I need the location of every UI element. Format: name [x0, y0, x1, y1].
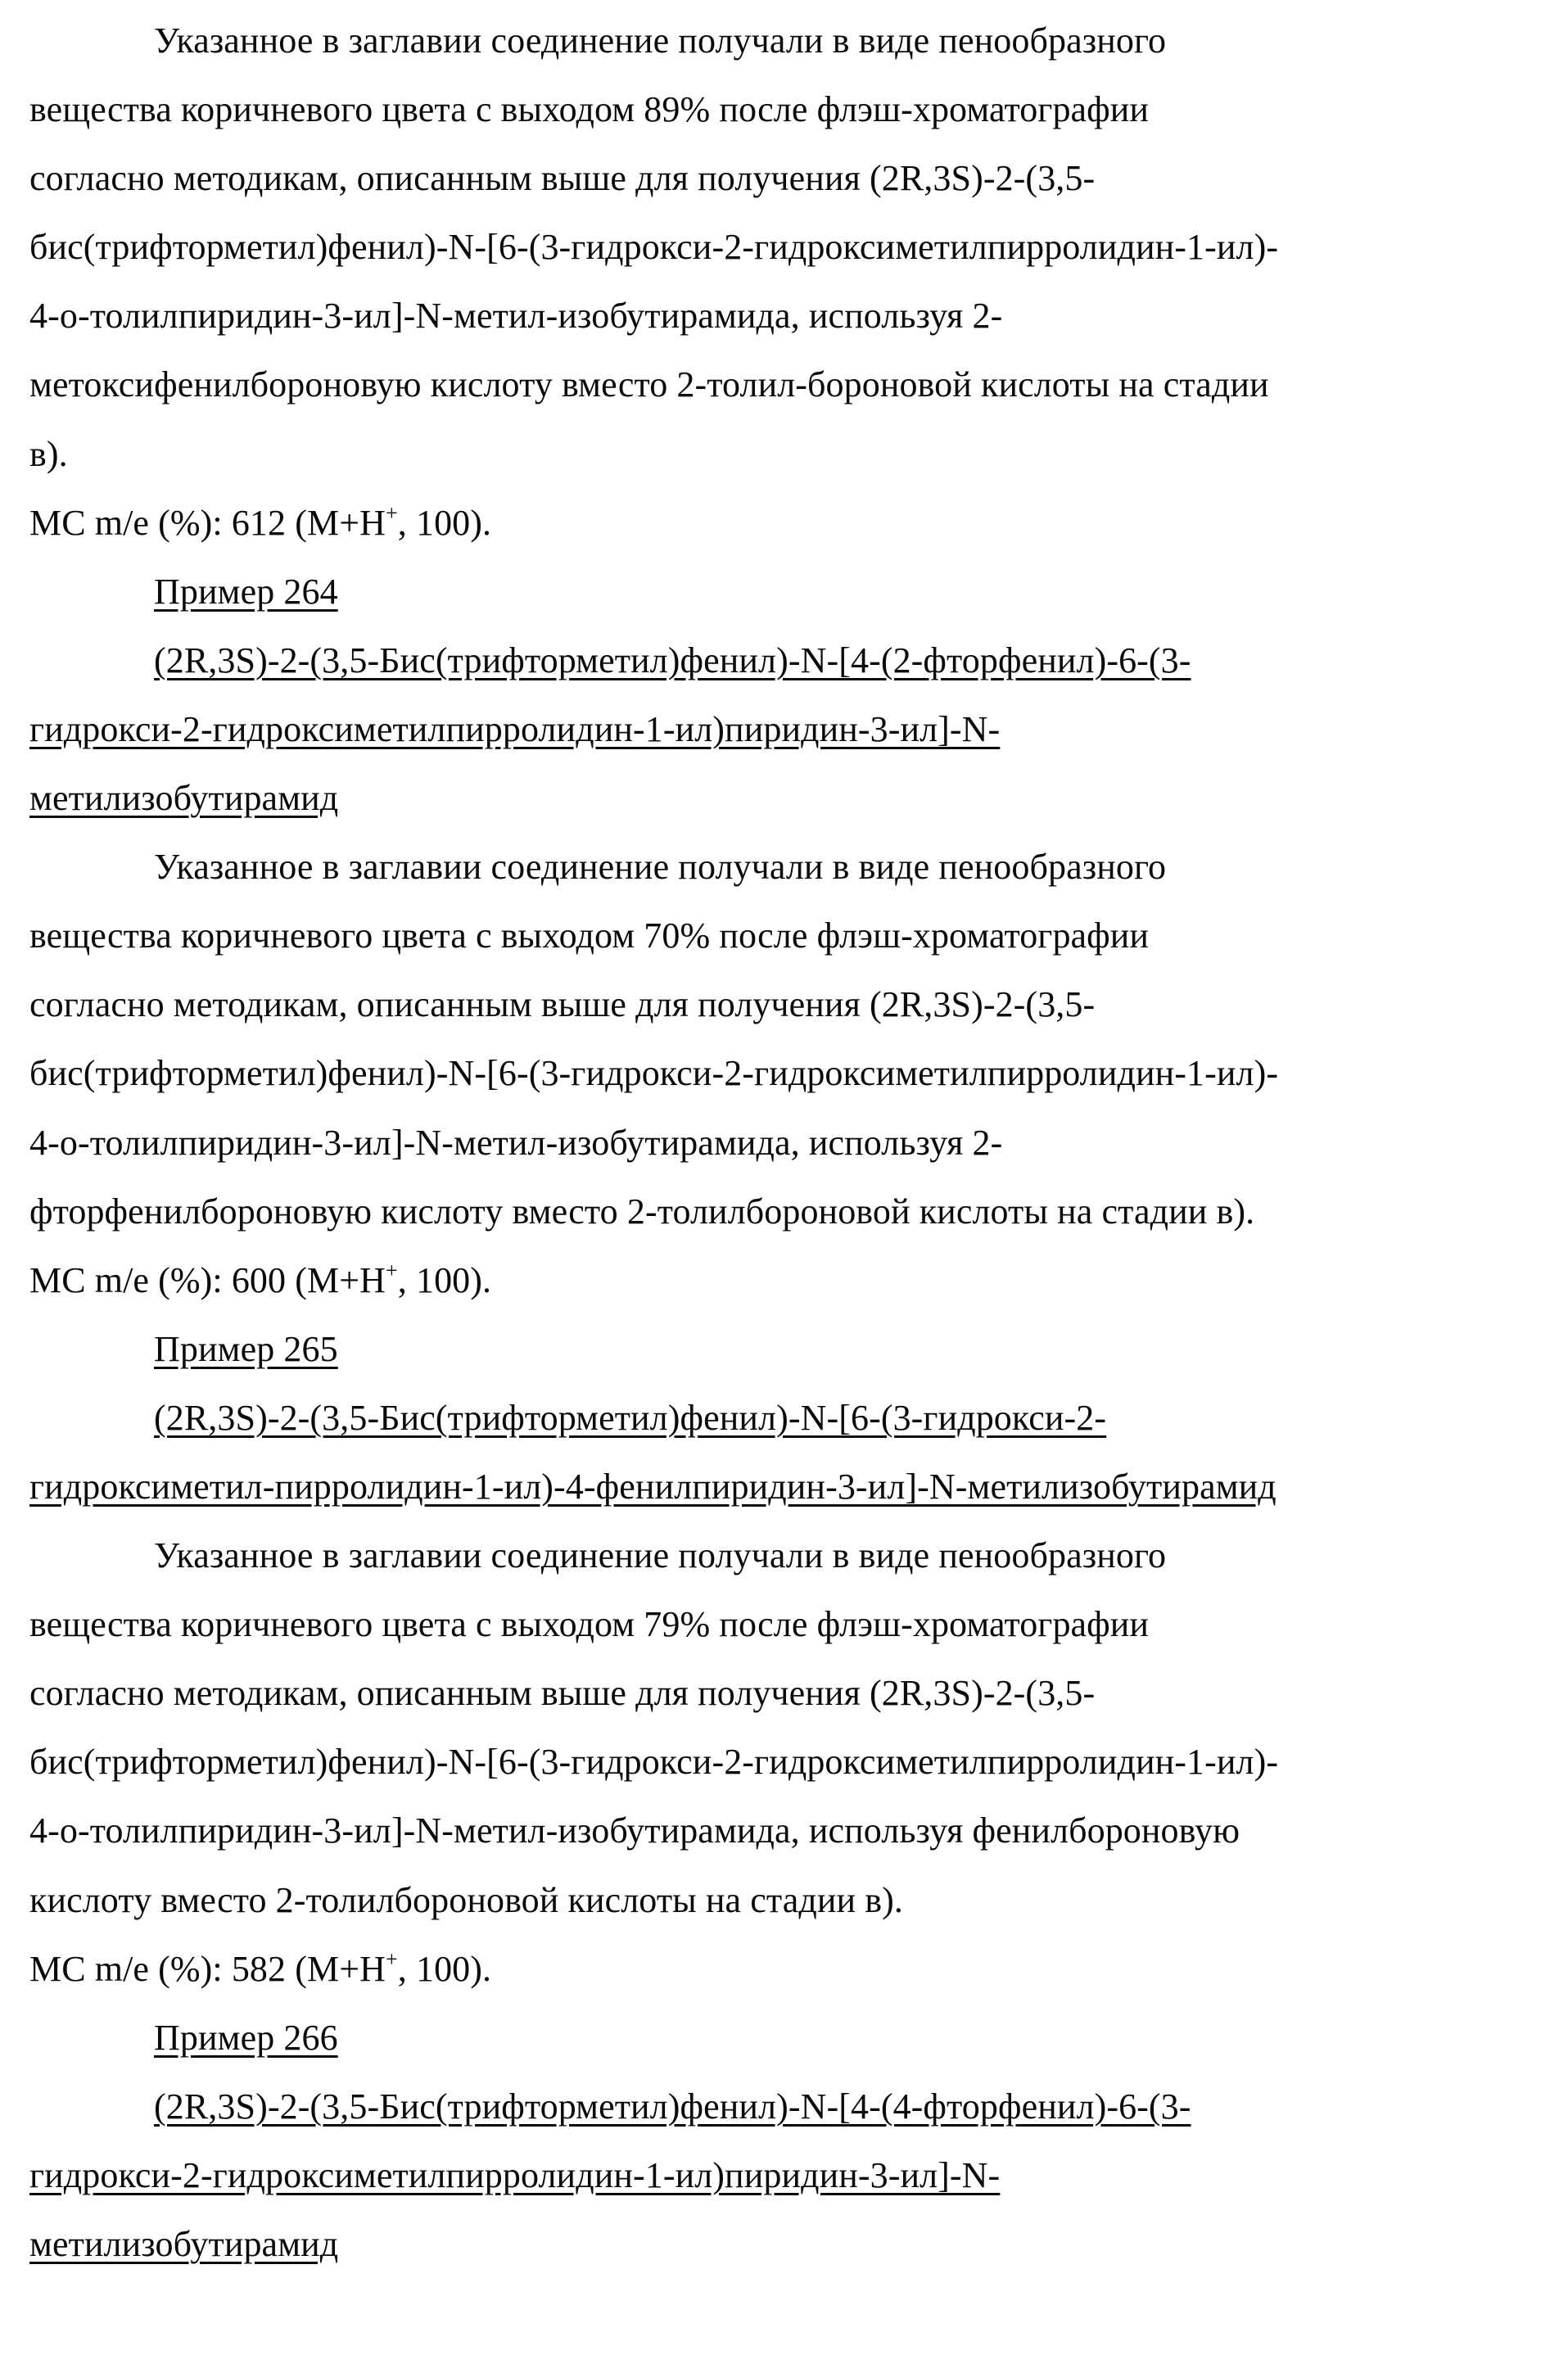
compound-title-text: (2R,3S)-2-(3,5-Бис(трифторметил)фенил)-N-[4-(2-фторфенил)-6-(3-: [154, 640, 1191, 680]
paragraph-line: метоксифенилбороновую кислоту вместо 2-толил-бороновой кислоты на стадии: [29, 364, 1269, 405]
compound-title-text: (2R,3S)-2-(3,5-Бис(трифторметил)фенил)-N-[6-(3-гидрокси-2-: [154, 1397, 1107, 1438]
mass-spec-line: [29, 1246, 1552, 1315]
paragraph-line: в).: [29, 433, 68, 474]
ms-prefix: МС m/e (%): 582 (M+H: [29, 1948, 386, 1989]
paragraph-line: вещества коричневого цвета с выходом 79% после флэш-хроматографии: [29, 1604, 1150, 1645]
paragraph-line: согласно методикам, описанным выше для получения (2R,3S)-2-(3,5-: [29, 158, 1096, 199]
mass-spec-line: [29, 489, 1552, 558]
paragraph-line: согласно методикам, описанным выше для получения (2R,3S)-2-(3,5-: [29, 1673, 1096, 1714]
ms-suffix: , 100).: [397, 502, 492, 543]
compound-title-text: (2R,3S)-2-(3,5-Бис(трифторметил)фенил)-N-[4-(4-фторфенил)-6-(3-: [154, 2086, 1191, 2127]
paragraph-line: вещества коричневого цвета с выходом 70% после флэш-хроматографии: [29, 915, 1150, 956]
compound-title-text: метилизобутирамид: [29, 2224, 339, 2264]
compound-title-line: [29, 1384, 1552, 1453]
compound-title-line: [29, 2210, 1552, 2279]
compound-title-text: гидрокси-2-гидроксиметилпирролидин-1-ил)пиридин-3-ил]-N-: [29, 2154, 1001, 2195]
paragraph-line: Указанное в заглавии соединение получали в виде пенообразного: [154, 20, 1167, 61]
paragraph-line: вещества коричневого цвета с выходом 89% после флэш-хроматографии: [29, 89, 1150, 130]
paragraph-line: 4-о-толилпиридин-3-ил]-N-метил-изобутирамида, используя фенилбороновую: [29, 1810, 1240, 1851]
paragraph-line: бис(трифторметил)фенил)-N-[6-(3-гидрокси-2-гидроксиметилпирролидин-1-ил)-: [29, 1053, 1279, 1094]
paragraph-line: фторфенилбороновую кислоту вместо 2-толилбороновой кислоты на стадии в).: [29, 1191, 1255, 1232]
paragraph-line: Указанное в заглавии соединение получали в виде пенообразного: [154, 1535, 1167, 1576]
example-heading: [29, 558, 1552, 626]
ms-suffix: , 100).: [397, 1948, 492, 1989]
ms-suffix: , 100).: [397, 1259, 492, 1300]
example-heading-text: Пример 266: [154, 2017, 338, 2058]
paragraph-line: кислоту вместо 2-толилбороновой кислоты на стадии в).: [29, 1879, 904, 1920]
section-example-264: [29, 558, 1552, 1315]
mass-spec-line: [29, 1935, 1552, 2004]
ms-prefix: МС m/e (%): 612 (M+H: [29, 502, 386, 543]
example-heading-text: Пример 264: [154, 571, 338, 612]
section-example-265: [29, 1315, 1552, 2004]
compound-title-line: [29, 695, 1552, 764]
example-heading-text: Пример 265: [154, 1328, 338, 1369]
paragraph-line: 4-о-толилпиридин-3-ил]-N-метил-изобутирамида, используя 2-: [29, 1122, 1003, 1163]
paragraph-line: бис(трифторметил)фенил)-N-[6-(3-гидрокси-2-гидроксиметилпирролидин-1-ил)-: [29, 227, 1279, 268]
example-heading: [29, 2004, 1552, 2072]
example-heading: [29, 1315, 1552, 1384]
compound-title-text: гидроксиметил-пирролидин-1-ил)-4-фенилпиридин-3-ил]-N-метилизобутирамид: [29, 1466, 1277, 1507]
compound-title-line: [29, 764, 1552, 833]
paragraph-line: 4-о-толилпиридин-3-ил]-N-метил-изобутирамида, используя 2-: [29, 296, 1003, 337]
compound-title-line: [29, 2141, 1552, 2210]
section-example-266: [29, 2004, 1552, 2279]
compound-title-line: [29, 626, 1552, 695]
ms-prefix: МС m/e (%): 600 (M+H: [29, 1259, 386, 1300]
compound-title-text: гидрокси-2-гидроксиметилпирролидин-1-ил)пиридин-3-ил]-N-: [29, 708, 1001, 749]
section-example-263-tail: [29, 7, 1552, 558]
ms-superscript: +: [386, 1258, 398, 1282]
paragraph-line: бис(трифторметил)фенил)-N-[6-(3-гидрокси-2-гидроксиметилпирролидин-1-ил)-: [29, 1742, 1279, 1783]
ms-superscript: +: [386, 500, 398, 525]
ms-superscript: +: [386, 1946, 398, 1971]
compound-title-line: [29, 1453, 1552, 1521]
paragraph-line: Указанное в заглавии соединение получали в виде пенообразного: [154, 847, 1167, 888]
document-page: [29, 7, 1552, 2279]
compound-title-text: метилизобутирамид: [29, 778, 339, 819]
compound-title-line: [29, 2072, 1552, 2141]
paragraph-line: согласно методикам, описанным выше для получения (2R,3S)-2-(3,5-: [29, 984, 1096, 1025]
